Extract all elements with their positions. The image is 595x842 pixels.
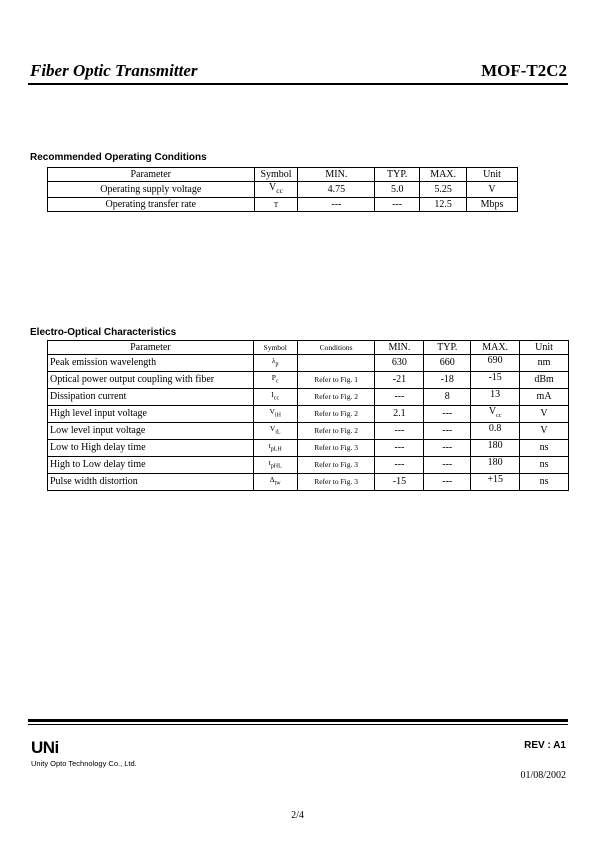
column-header: Unit — [520, 341, 569, 355]
unit-cell: ns — [520, 457, 569, 474]
typ-cell: -18 — [424, 372, 471, 389]
conditions-cell: Refer to Fig. 3 — [297, 474, 375, 491]
conditions-cell: Refer to Fig. 2 — [297, 423, 375, 440]
part-number: MOF-T2C2 — [481, 61, 567, 80]
unit-cell: V — [520, 406, 569, 423]
symbol-text: V — [269, 182, 277, 193]
symbol-cell — [253, 406, 297, 423]
symbol-text: λ — [271, 356, 276, 366]
symbol-cell — [253, 389, 297, 406]
symbol-subscript: p — [275, 361, 279, 368]
max-subscript: cc — [496, 413, 502, 419]
typ-cell: 8 — [424, 389, 471, 406]
unit-cell: V — [467, 182, 518, 198]
symbol-subscript: c — [275, 378, 279, 385]
column-header: TYP. — [375, 168, 420, 182]
column-header: MAX. — [471, 341, 520, 355]
symbol-cell — [254, 182, 298, 198]
param-cell: Low to High delay time — [48, 440, 254, 457]
max-text: +15 — [487, 474, 503, 485]
table-row — [48, 440, 569, 457]
min-cell: -15 — [375, 474, 424, 491]
column-header: MAX. — [420, 168, 467, 182]
symbol-cell — [253, 372, 297, 389]
param-cell: Low level input voltage — [48, 423, 254, 440]
typ-cell: --- — [375, 198, 420, 212]
param-cell: Optical power output coupling with fiber — [48, 372, 254, 389]
typ-cell: --- — [424, 474, 471, 491]
param-cell: High to Low delay time — [48, 457, 254, 474]
symbol-subscript: tw — [274, 480, 281, 487]
symbol-cell: T — [254, 198, 298, 212]
param-cell: Dissipation current — [48, 389, 254, 406]
typ-cell: 660 — [424, 355, 471, 372]
symbol-text: V — [269, 407, 275, 417]
max-cell — [471, 474, 520, 491]
symbol-text: P — [271, 373, 276, 383]
unit-cell: ns — [520, 474, 569, 491]
conditions-cell: Refer to Fig. 3 — [297, 457, 375, 474]
column-header: TYP. — [424, 341, 471, 355]
document-date: 01/08/2002 — [520, 770, 566, 781]
column-header: Parameter — [48, 341, 254, 355]
table-row — [48, 355, 569, 372]
symbol-subscript: iH — [274, 412, 281, 419]
company-name: Unity Opto Technology Co., Ltd. — [31, 759, 137, 768]
unit-cell: mA — [520, 389, 569, 406]
max-text: -15 — [488, 372, 502, 383]
max-cell — [471, 457, 520, 474]
recommended-conditions-table — [47, 167, 518, 212]
symbol-cell — [253, 355, 297, 372]
page-number: 2/4 — [291, 810, 304, 821]
company-logo: UNi — [31, 738, 59, 757]
param-cell: Operating transfer rate — [48, 198, 255, 212]
recommended-conditions-heading: Recommended Operating Conditions — [30, 152, 207, 163]
typ-cell: --- — [424, 423, 471, 440]
symbol-text: t — [268, 441, 271, 451]
document-title: Fiber Optic Transmitter — [30, 61, 198, 80]
symbol-subscript: pLH — [270, 446, 282, 453]
header-rule — [28, 83, 568, 85]
unit-cell: dBm — [520, 372, 569, 389]
symbol-text: I — [271, 390, 274, 400]
min-cell: --- — [375, 389, 424, 406]
electro-optical-table — [47, 340, 569, 491]
footer-rule-thin — [28, 724, 568, 725]
table-row — [48, 389, 569, 406]
unit-cell: ns — [520, 440, 569, 457]
column-header: Symbol — [253, 341, 297, 355]
symbol-text: Δ — [269, 475, 275, 485]
min-cell: --- — [298, 198, 375, 212]
max-text: 180 — [487, 440, 503, 451]
max-text: 0.8 — [488, 423, 502, 434]
symbol-text: V — [269, 424, 276, 434]
max-text: 690 — [487, 355, 503, 366]
symbol-subscript: iL — [275, 429, 281, 436]
table-row — [48, 372, 569, 389]
max-cell: 5.25 — [420, 182, 467, 198]
min-cell: --- — [375, 440, 424, 457]
max-text: 180 — [487, 457, 503, 468]
symbol-text: t — [268, 458, 271, 468]
table-row — [48, 182, 518, 198]
param-cell: Pulse width distortion — [48, 474, 254, 491]
table-row — [48, 406, 569, 423]
column-header: Unit — [467, 168, 518, 182]
symbol-cell — [253, 457, 297, 474]
min-cell: -21 — [375, 372, 424, 389]
min-cell: 2.1 — [375, 406, 424, 423]
param-cell: Peak emission wavelength — [48, 355, 254, 372]
conditions-cell: Refer to Fig. 3 — [297, 440, 375, 457]
symbol-subscript: cc — [276, 186, 283, 195]
min-cell: 630 — [375, 355, 424, 372]
table-row — [48, 457, 569, 474]
max-cell — [471, 406, 520, 423]
table-header-row — [48, 168, 518, 182]
column-header: Conditions — [297, 341, 375, 355]
typ-cell: --- — [424, 406, 471, 423]
unit-cell: nm — [520, 355, 569, 372]
electro-optical-heading: Electro-Optical Characteristics — [30, 327, 177, 338]
table-header-row — [48, 341, 569, 355]
table-row — [48, 198, 518, 212]
symbol-cell — [253, 440, 297, 457]
max-text: 13 — [490, 389, 501, 400]
table-row — [48, 423, 569, 440]
footer-rule — [28, 719, 568, 722]
conditions-cell: Refer to Fig. 2 — [297, 389, 375, 406]
min-cell: 4.75 — [298, 182, 375, 198]
max-cell — [471, 372, 520, 389]
conditions-cell: Refer to Fig. 2 — [297, 406, 375, 423]
column-header: Parameter — [48, 168, 255, 182]
unit-cell: V — [520, 423, 569, 440]
max-cell: 12.5 — [420, 198, 467, 212]
typ-cell: --- — [424, 440, 471, 457]
symbol-cell — [253, 474, 297, 491]
conditions-cell — [297, 355, 375, 372]
column-header: MIN. — [375, 341, 424, 355]
column-header: MIN. — [298, 168, 375, 182]
unit-cell: Mbps — [467, 198, 518, 212]
table-row — [48, 474, 569, 491]
typ-cell: --- — [424, 457, 471, 474]
conditions-cell: Refer to Fig. 1 — [297, 372, 375, 389]
max-text: V — [488, 406, 497, 417]
min-cell: --- — [375, 423, 424, 440]
max-cell — [471, 440, 520, 457]
param-cell: High level input voltage — [48, 406, 254, 423]
min-cell: --- — [375, 457, 424, 474]
revision-label: REV : A1 — [524, 740, 566, 751]
param-cell: Operating supply voltage — [48, 182, 255, 198]
symbol-subscript: cc — [273, 395, 280, 402]
symbol-cell — [253, 423, 297, 440]
max-cell — [471, 389, 520, 406]
max-cell — [471, 355, 520, 372]
max-cell — [471, 423, 520, 440]
typ-cell: 5.0 — [375, 182, 420, 198]
column-header: Symbol — [254, 168, 298, 182]
symbol-subscript: pHL — [270, 463, 282, 470]
